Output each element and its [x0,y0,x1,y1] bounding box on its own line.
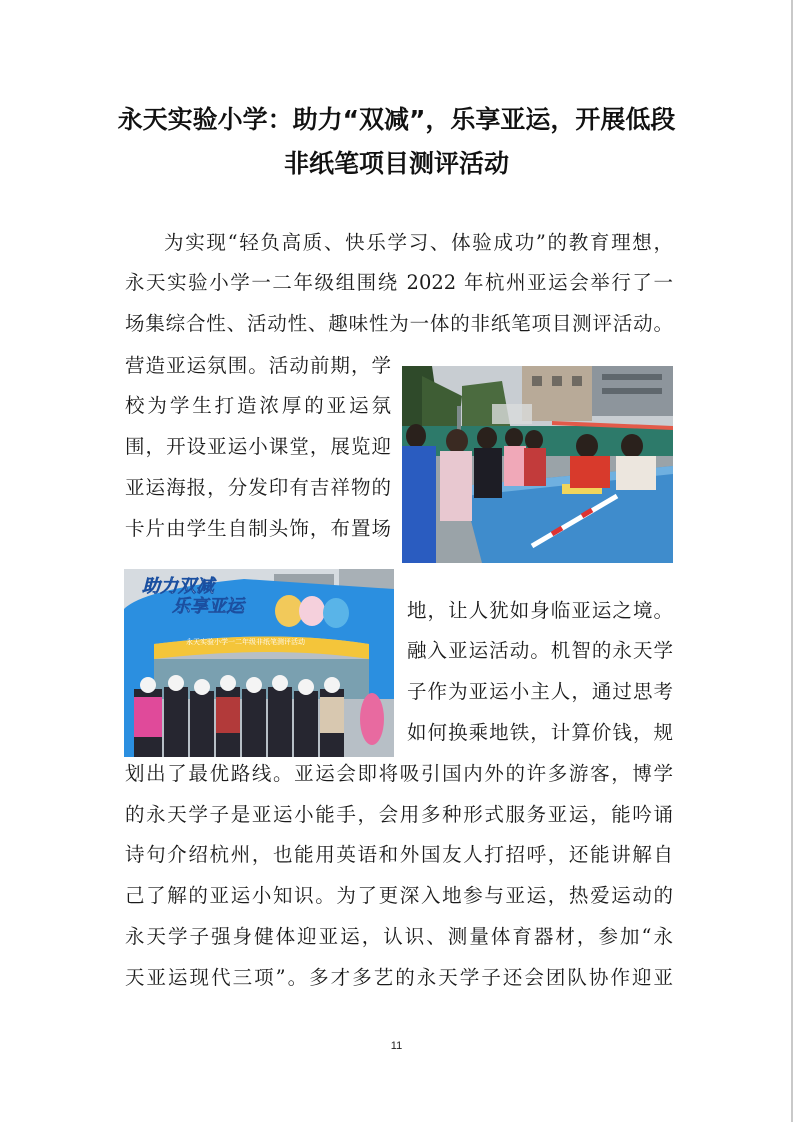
banner-line-1: 助力双减 [142,576,214,597]
page-title [110,98,683,186]
page-number: 11 [390,1040,403,1052]
paragraph-line: 场集综合性、活动性、趣味性为一体的非纸笔项目测评活动。 [125,312,673,335]
paragraph-line: 校为学生打造浓厚的亚运氛 [125,394,391,417]
title-line-1: 永天实验小学：助力“双减”，乐享亚运，开展低段 [117,105,676,134]
paragraph-line: 如何换乘地铁，计算价钱，规 [407,721,673,744]
group-photo [124,569,394,757]
paragraph-line: 天亚运现代三项”。多才多艺的永天学子还会团队协作迎亚 [125,966,673,989]
paragraph-line: 卡片由学生自制头饰，布置场 [125,517,391,540]
arch-text: 永天实验小学一二年级非纸笔测评活动 [186,638,305,646]
banner-line-2: 乐享亚运 [172,596,244,617]
paragraph-line: 营造亚运氛围。活动前期，学 [125,354,391,377]
paragraph-line: 诗句介绍杭州，也能用英语和外国友人打招呼，还能讲解自 [125,843,673,866]
activity-photo [402,366,673,563]
paragraph-line: 子作为亚运小主人，通过思考 [407,680,673,703]
paragraph-line: 融入亚运活动。机智的永天学 [407,639,673,662]
paragraph-line: 为实现“轻负高质、快乐学习、体验成功”的教育理想， [164,231,673,254]
paragraph-line: 划出了最优路线。亚运会即将吸引国内外的许多游客，博学 [125,762,673,785]
banner-text [142,577,302,617]
paragraph-line: 永天学子强身健体迎亚运，认识、测量体育器材，参加“永 [125,925,673,948]
title-line-2: 非纸笔项目测评活动 [283,149,509,178]
paragraph-line: 永天实验小学一二年级组围绕 2022 年杭州亚运会举行了一 [125,271,673,294]
paragraph-line: 围，开设亚运小课堂，展览迎 [125,435,391,458]
paragraph-line: 地，让人犹如身临亚运之境。 [407,599,673,622]
paragraph-line: 己了解的亚运小知识。为了更深入地参与亚运，热爱运动的 [125,884,673,907]
paragraph-line: 的永天学子是亚运小能手，会用多种形式服务亚运，能吟诵 [125,803,673,826]
paragraph-line: 亚运海报，分发印有吉祥物的 [125,476,391,499]
